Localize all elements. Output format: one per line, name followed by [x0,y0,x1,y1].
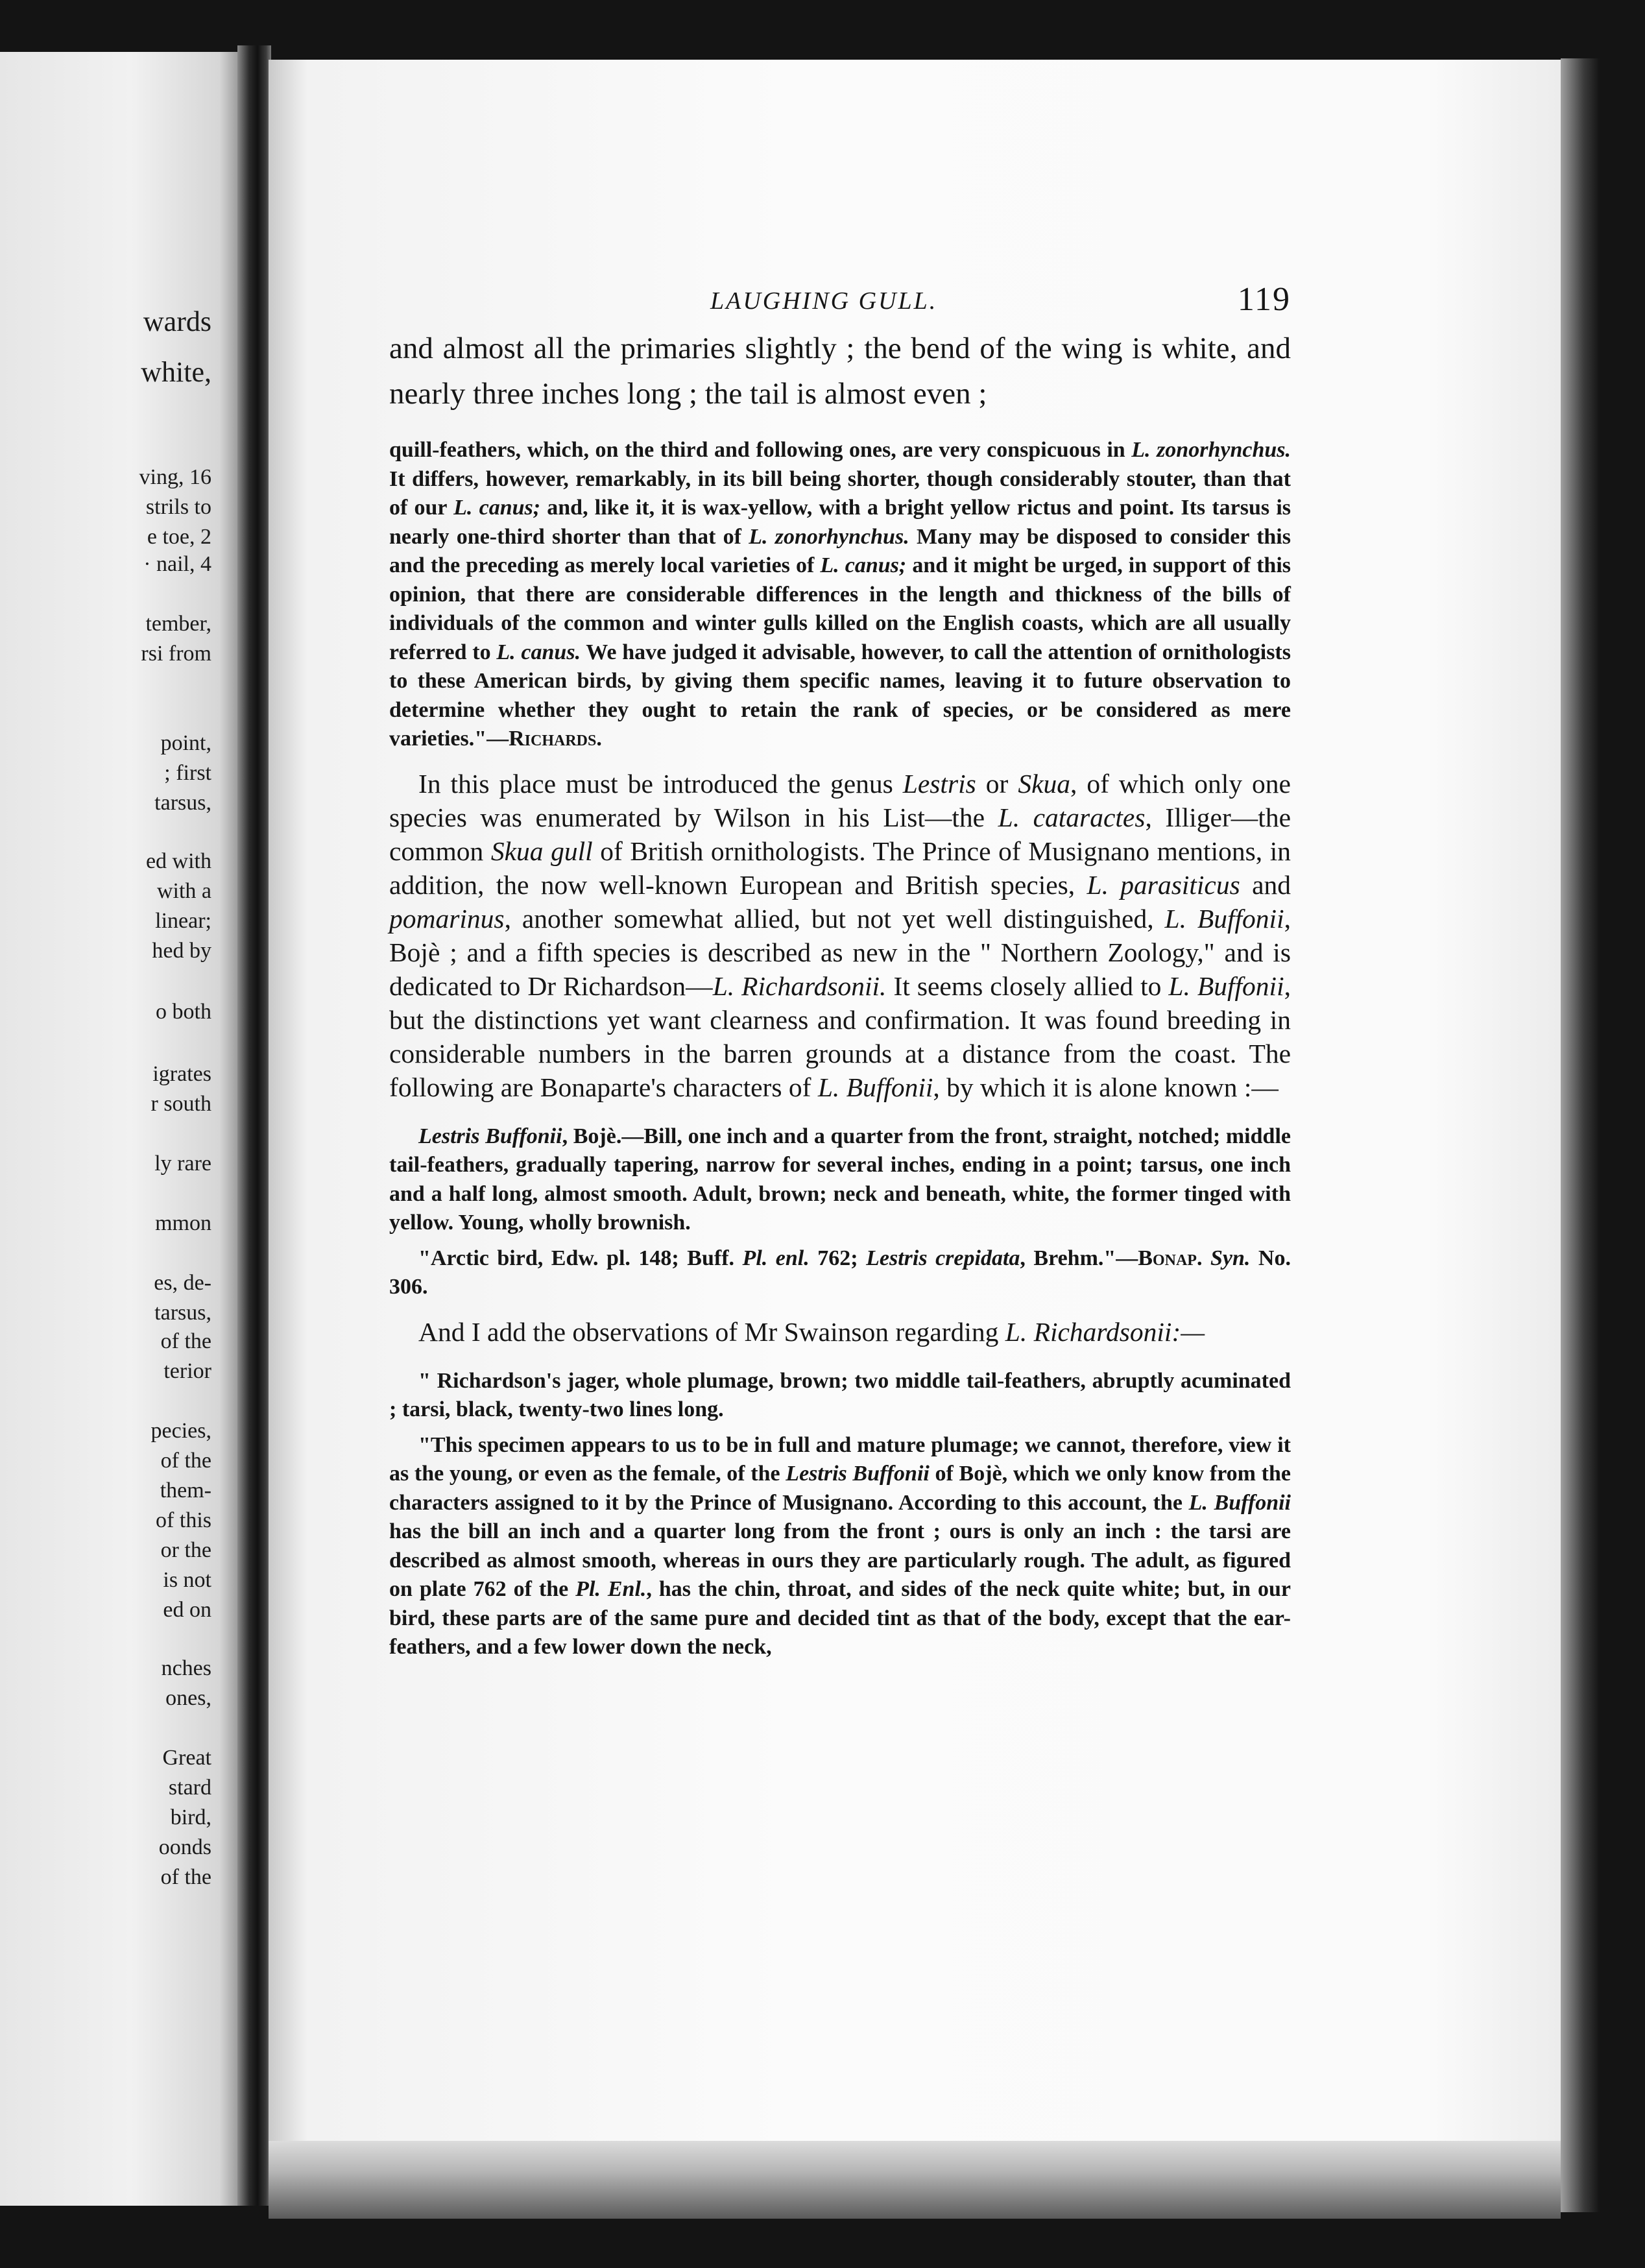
left-page-line: ; first [164,761,211,785]
left-page-line: ones, [165,1686,211,1710]
left-page-line: stard [168,1776,211,1800]
scanner-edge [1561,58,1600,2212]
left-page-line: nches [161,1656,211,1680]
left-page-line: e toe, 2 [147,525,211,549]
bonaparte-citation: "Arctic bird, Edw. pl. 148; Buff. Pl. enl. 762; Lestris crepidata, Brehm."—Bonap. Syn. No. 306. [389,1246,1291,1299]
left-page-line: tarsus, [154,1301,211,1325]
page-number: 119 [1237,281,1291,318]
continuation-paragraph: and almost all the primaries slightly ; the bend of the wing is white, and nearly three inches long ; the tail is almost even ; [389,332,1291,411]
left-page-line: or the [160,1538,211,1562]
left-page-line: mmon [155,1211,211,1235]
left-page-line: tarsus, [154,791,211,815]
left-page-line: of the [160,1449,211,1473]
book-gutter [237,45,271,2206]
left-page-line: ed on [163,1598,211,1622]
left-page-line: es, de- [154,1271,211,1295]
left-page-line: wards [143,306,211,337]
left-page-line: · nail, 4 [143,552,211,576]
left-page-line: igrates [152,1062,211,1086]
left-page-line: white, [141,356,211,388]
richardsons-jager-quote: " Richardson's jager, whole plumage, brown; two middle tail-feathers, abruptly acuminated ; tarsi, black, twenty-two lines long. [389,1368,1291,1421]
left-page-line: tember, [145,612,211,636]
left-page-line: strils to [145,495,211,519]
left-page-line: r south [150,1092,211,1116]
left-page-line: them- [160,1478,211,1502]
left-page-line: oonds [158,1835,211,1859]
left-page-line: terior [163,1359,211,1383]
left-facing-page [0,52,239,2206]
left-page-line: pecies, [150,1419,211,1443]
buffonii-description: Lestris Buffonii, Bojè.—Bill, one inch and a quarter from the front, straight, notched; middle tail-feathers, gradually tapering, narrow for several inches, ending in a point; tarsus, one inch and a half long, almost smooth. Adult, brown; neck and beneath, white, the former tinged with yellow. Young, wholly brownish. [389,1124,1291,1235]
left-page-line: point, [160,731,211,755]
left-page-line: of the [160,1865,211,1889]
left-page-line: ving, 16 [139,465,211,489]
left-page-line: of the [160,1329,211,1353]
left-page-line: with a [156,879,211,903]
page-bottom-shadow [269,2141,1561,2219]
swainson-intro-paragraph: And I add the observations of Mr Swainson regarding L. Richardsonii:— [418,1316,1205,1347]
left-page-line: bird, [170,1805,211,1829]
running-head [389,280,1291,326]
specimen-quote: "This specimen appears to us to be in full and mature plumage; we cannot, therefore, view it as the young, or even as the female, of the Lestris Buffonii of Bojè, which we only know from the characters assigned to it by the Prince of Musignano. According to this account, the L. Buffonii has the bill an inch and a quarter long from the front ; ours is only an inch : the tarsi are described as almost smooth, whereas in ours they are particularly rough. The adult, as figured on plate 762 of the Pl. Enl., has the chin, throat, and sides of the neck quite white; but, in our bird, these parts are of the same pure and decided tint as that of the body, except that the ear-feathers, and a few lower down the neck, [389,1432,1291,1659]
left-page-line: rsi from [141,642,211,666]
left-page-line: Great [162,1746,211,1770]
footnote-paragraph: quill-feathers, which, on the third and following ones, are very conspicuous in L. zonorhynchus. It differs, however, remarkably, in its bill being shorter, though considerably stouter, than that of our L. canus; and, like it, it is wax-yellow, with a bright yellow rictus and point. Its tarsus is nearly one-third shorter than that of L. zonorhynchus. Many may be disposed to consider this and the preceding as merely local varieties of L. canus; and it might be urged, in support of this opinion, that there are considerable differences in the length and thickness of the bills of individuals of the common and winter gulls killed on the English coasts, which are all usually referred to L. canus. We have judged it advisable, however, to call the attention of ornithologists to these American birds, by giving them specific names, leaving it to future observation to determine whether they ought to retain the rank of species, or be considered as mere varieties."—Richards. [389,438,1291,751]
left-page-line: ed with [145,849,211,873]
left-page-line: hed by [152,939,211,963]
left-page-line: is not [163,1568,211,1592]
lestris-paragraph: In this place must be introduced the genus Lestris or Skua, of which only one species was enumerated by Wilson in his List—the L. cataractes, Illiger—the common Skua gull of British ornithologists. The Prince of Musignano mentions, in addition, the now well-known European and British species, L. parasiticus and pomarinus, another somewhat allied, but not yet well distinguished, L. Buffonii, Bojè ; and a fifth species is described as new in the " Northern Zoology," and is dedicated to Dr Richardson—L. Richardsonii. It seems closely allied to L. Buffonii, but the distinctions yet want clearness and confirmation. It was found breeding in considerable numbers in the barren grounds at a distance from the coast. The following are Bonaparte's characters of L. Buffonii, by which it is alone known :— [389,768,1291,1102]
left-page-line: o both [156,1000,211,1024]
running-title: LAUGHING GULL. [710,287,938,315]
page-text-block [389,280,1291,1662]
left-page-line: linear; [155,909,211,933]
left-page-line: ly rare [154,1152,211,1176]
left-page-line: of this [156,1508,211,1532]
